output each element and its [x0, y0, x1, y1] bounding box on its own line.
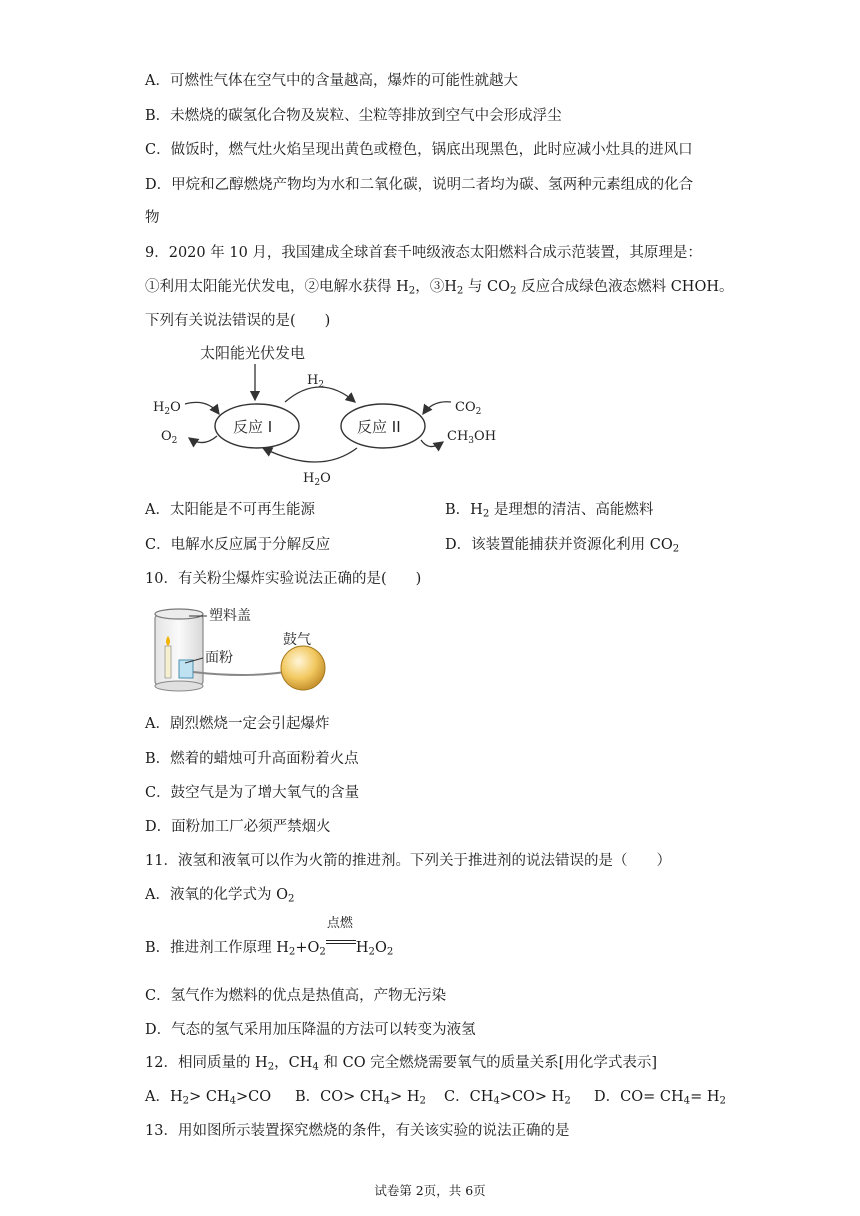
flour-label: 面粉	[205, 650, 233, 666]
q9-stem-line3: 下列有关说法错误的是( )	[145, 313, 331, 329]
q10-option-b: B．燃着的蜡烛可升高面粉着火点	[145, 751, 359, 767]
q8-option-a: A．可燃性气体在空气中的含量越高，爆炸的可能性就越大	[145, 73, 518, 89]
q9-option-d: D．该装置能捕获并资源化利用 $CO_2$	[445, 537, 680, 555]
q11-option-d: D．气态的氢气采用加压降温的方法可以转变为液氢	[145, 1022, 476, 1038]
lid-label: 塑料盖	[209, 608, 251, 624]
q12-option-c: C．$CH_4>CO> H_2$	[444, 1089, 571, 1107]
q10-option-d: D．面粉加工厂必须严禁烟火	[145, 819, 331, 835]
reaction-2-label: 反应 II	[357, 418, 401, 436]
reaction-condition: 点燃	[326, 932, 356, 952]
page-footer: 试卷第 2页，共 6页	[374, 1183, 486, 1198]
q9-stem-line1: 9．2020 年 10 月，我国建成全球首套千吨级液态太阳燃料合成示范装置，其原理是：	[145, 245, 702, 261]
q10-option-a: A．剧烈燃烧一定会引起爆炸	[145, 716, 330, 732]
q12-option-d: D．$CO= CH_4= H_2$	[594, 1089, 726, 1107]
h2o-bottom-label: $H_2O$	[303, 471, 331, 488]
q10-stem: 10．有关粉尘爆炸实验说法正确的是( )	[145, 571, 422, 587]
q8-option-b: B．未燃烧的碳氢化合物及炭粒、尘粒等排放到空气中会形成浮尘	[145, 108, 562, 124]
q9-reaction-diagram	[145, 340, 515, 490]
reaction-1-label: 反应 I	[233, 418, 273, 436]
q12-option-a: A．$H_2> CH_4>CO$	[145, 1089, 272, 1107]
h2-top-label: $H_2$	[307, 373, 325, 390]
q11-stem: 11．液氢和液氧可以作为火箭的推进剂。下列关于推进剂的说法错误的是（ ）	[145, 853, 671, 869]
q12-option-b: B．$CO> CH_4> H_2$	[295, 1089, 426, 1107]
top-label: 太阳能光伏发电	[200, 344, 306, 362]
h2o-left-label: $H_2O$	[153, 400, 181, 417]
q8-option-d-line1: D．甲烷和乙醇燃烧产物均为水和二氧化碳，说明二者均为碳、氢两种元素组成的化合	[145, 177, 694, 193]
q13-stem: 13．用如图所示装置探究燃烧的条件，有关该实验的说法正确的是	[145, 1123, 570, 1139]
blow-label: 鼓气	[283, 632, 311, 648]
q9-option-b: B．$H_2$ 是理想的清洁、高能燃料	[445, 502, 654, 520]
q9-option-c: C．电解水反应属于分解反应	[145, 537, 331, 553]
q10-dust-explosion-diagram	[145, 600, 345, 695]
q11-option-a: A．液氧的化学式为 $O_2$	[145, 887, 295, 905]
q8-option-c: C．做饭时，燃气灶火焰呈现出黄色或橙色，锅底出现黑色，此时应减小灶具的进风口	[145, 142, 693, 158]
q11-option-c: C．氢气作为燃料的优点是热值高，产物无污染	[145, 988, 447, 1004]
q8-option-d-line2: 物	[145, 210, 160, 226]
q9-option-a: A．太阳能是不可再生能源	[145, 502, 315, 518]
q12-stem: 12．相同质量的 $H_2$，$CH_4$ 和 CO 完全燃烧需要氧气的质量关系[用化学式表示]	[145, 1055, 657, 1073]
q10-option-c: C．鼓空气是为了增大氧气的含量	[145, 785, 360, 801]
air-bulb	[281, 646, 325, 690]
o2-left-label: $O_2$	[161, 429, 178, 446]
ch3oh-right-label: $CH_3OH$	[447, 429, 497, 446]
q11-option-b: B．推进剂工作原理 $H_2+O_2$ 点燃 $H_2O_2$	[145, 916, 394, 958]
q9-stem-line2: ①利用太阳能光伏发电，②电解水获得 $H_2$，$③H_2$ 与 $CO_2$ 反应合成绿色液态燃料 CHOH。	[145, 279, 734, 297]
co2-right-label: $CO_2$	[455, 400, 482, 417]
